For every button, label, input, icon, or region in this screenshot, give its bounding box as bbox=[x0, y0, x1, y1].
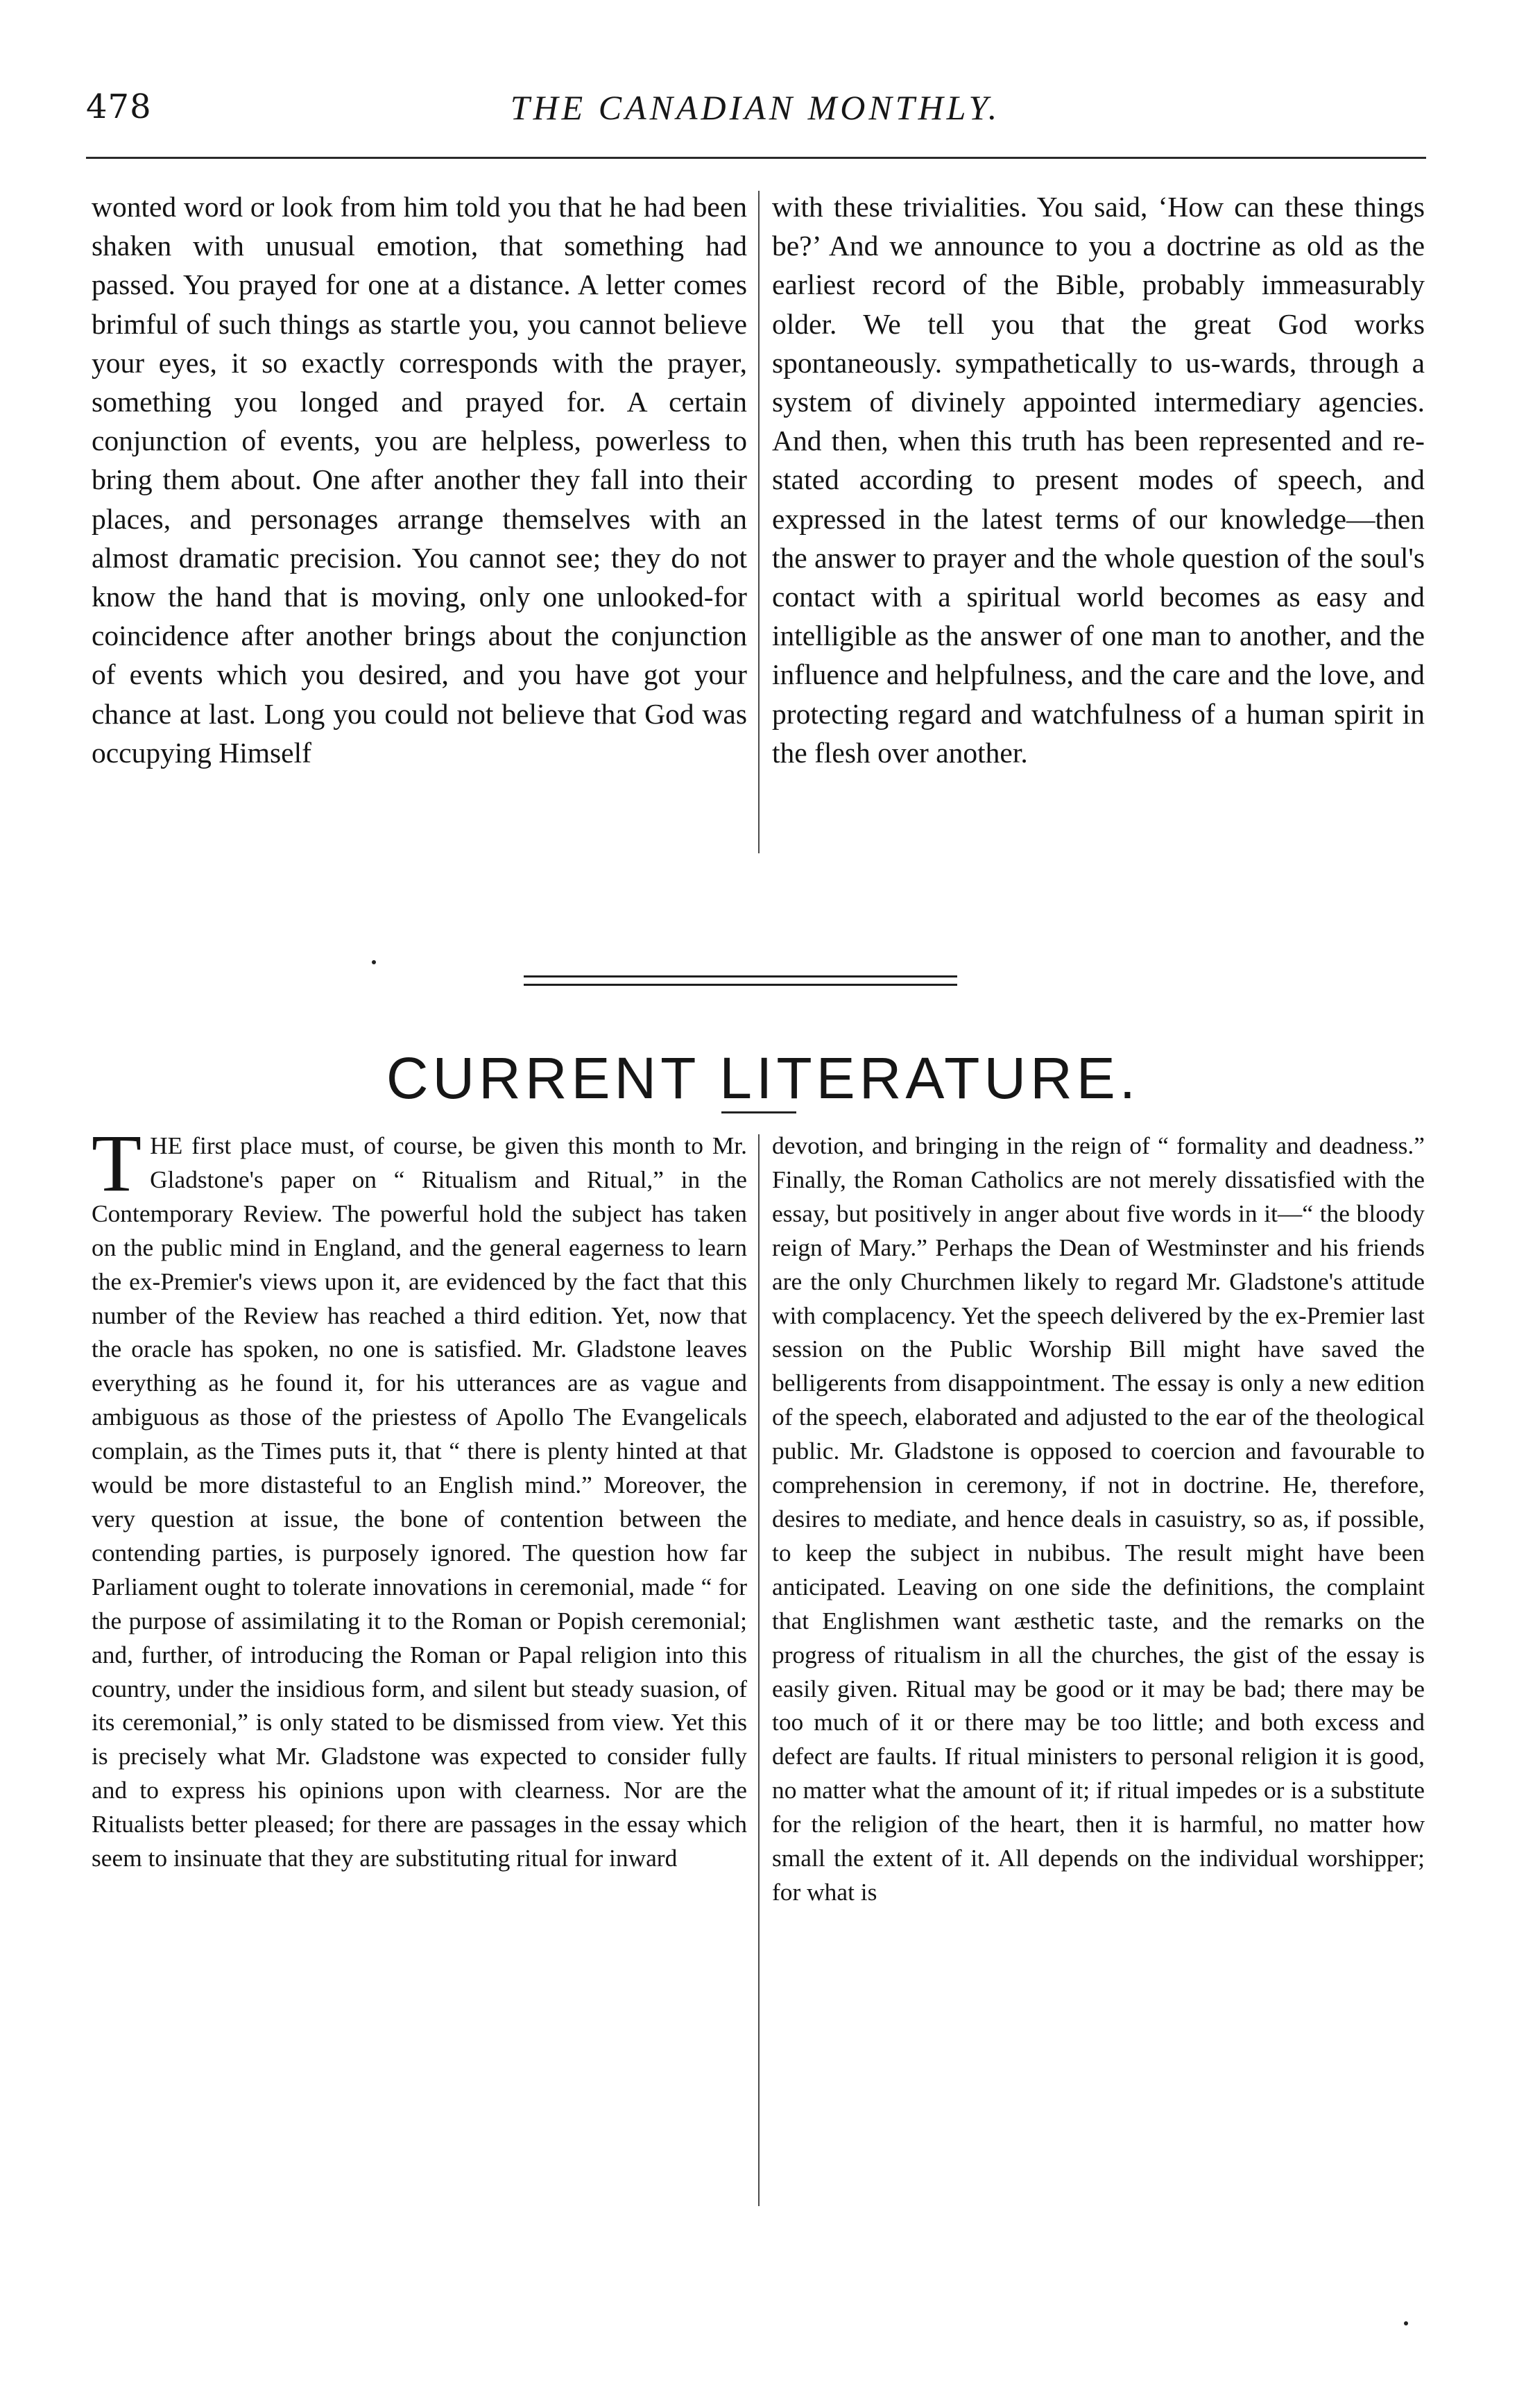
upper-right-column bbox=[772, 187, 1425, 772]
stray-dot bbox=[1404, 2321, 1408, 2325]
upper-right-text: with these trivialities. You said, ‘How can these things be?’ And we announce to you a doctrine as old as the earliest record of the Bible, probably immeasurably older. We tell you that the great God works spontaneously. sympathetically to us-wards, through a system of divinely appointed intermediary agencies. And then, when this truth has been represented and re-stated according to present modes of speech, and expressed in the latest terms of our knowledge—then the answer to prayer and the whole question of the soul's contact with a spiritual world becomes as easy and intelligible as the answer of one man to another, and the influence and helpfulness, and the care and the love, and protecting regard and watchfulness of a human spirit in the flesh over another. bbox=[772, 191, 1425, 769]
title-underline bbox=[721, 1111, 796, 1113]
column-divider-upper bbox=[758, 191, 760, 853]
upper-left-text: wonted word or look from him told you that he had been shaken with unusual emotion, that something had passed. You prayed for one at a distance. A letter comes brimful of such things as startle you, you cannot believe your eyes, it so exactly corresponds with the prayer, something you longed and prayed for. A certain conjunction of events, you are helpless, powerless to bring them about. One after another they fall into their places, and personages arrange themselves with an almost dramatic precision. You cannot see; they do not know the hand that is moving, only one unlooked-for coincidence after another brings about the conjunction of events which you desired, and you have got your chance at last. Long you could not believe that God was occupying Himself bbox=[92, 191, 747, 769]
page-header bbox=[86, 85, 1425, 140]
drop-cap: T bbox=[92, 1118, 142, 1209]
column-divider-lower bbox=[758, 1134, 760, 2206]
lower-left-text: HE first place must, of course, be given this month to Mr. Gladstone's paper on “ Ritualism and Ritual,” in the Contemporary Review. The powerful hold the subject has taken on the public mind in England, and the general eagerness to learn the ex-Premier's views upon it, are evidenced by the fact that this number of the Review has reached a third edition. Yet, now that the oracle has spoken, no one is satisfied. Mr. Gladstone leaves everything as he found it, for his utterances are as vague and ambiguous as those of the priestess of Apollo The Evangelicals complain, as the Times puts it, that “ there is plenty hinted at that would be more distasteful to an English mind.” Moreover, the very question at issue, the bone of contention between the contending parties, is purposely ignored. The question how far Parliament ought to tolerate innovations in ceremonial, made “ for the purpose of assimilating it to the Roman or Popish ceremonial; and, further, of introducing the Roman or Papal religion into this country, under the insidious form, and silent but steady suasion, of its ceremonial,” is only stated to be dismissed from view. Yet this is precisely what Mr. Gladstone was expected to consider fully and to express his opinions upon with clearness. Nor are the Ritualists better pleased; for there are passages in the essay which seem to insinuate that they are substituting ritual for inward bbox=[92, 1132, 747, 1872]
page-number: 478 bbox=[86, 87, 152, 126]
lower-left-column bbox=[92, 1118, 747, 1875]
stray-dot bbox=[372, 960, 376, 964]
lower-right-column bbox=[772, 1129, 1425, 1909]
running-head: THE CANADIAN MONTHLY. bbox=[510, 88, 1001, 127]
section-divider-top bbox=[524, 975, 957, 977]
section-title: CURRENT LITERATURE. bbox=[386, 1045, 1140, 1111]
upper-left-column bbox=[92, 187, 747, 772]
section-divider-bottom bbox=[524, 984, 957, 986]
header-rule bbox=[86, 157, 1426, 159]
lower-right-text: devotion, and bringing in the reign of “ formality and deadness.” Finally, the Roman Catholics are not merely dissatisfied with the essay, but positively in anger about five words in it—“ the bloody reign of Mary.” Perhaps the Dean of Westminster and his friends are the only Churchmen likely to regard Mr. Gladstone's attitude with complacency. Yet the speech delivered by the ex-Premier last session on the Public Worship Bill might have saved the belligerents from disappointment. The essay is only a new edition of the speech, elaborated and adjusted to the ear of the theological public. Mr. Gladstone is opposed to coercion and favourable to comprehension in ceremony, if not in doctrine. He, therefore, desires to mediate, and hence deals in casuistry, so as, if possible, to keep the subject in nubibus. The result might have been anticipated. Leaving on one side the definitions, the complaint that Englishmen want æsthetic taste, and the remarks on the progress of ritualism in all the churches, the gist of the essay is easily given. Ritual may be good or it may be bad; there may be too much of it or there may be too little; and both excess and defect are faults. If ritual ministers to personal religion it is good, no matter what the amount of it; if ritual impedes or is a substitute for the religion of the heart, then it is harmful, no matter how small the extent of it. All depends on the individual worshipper; for what is bbox=[772, 1132, 1425, 1906]
